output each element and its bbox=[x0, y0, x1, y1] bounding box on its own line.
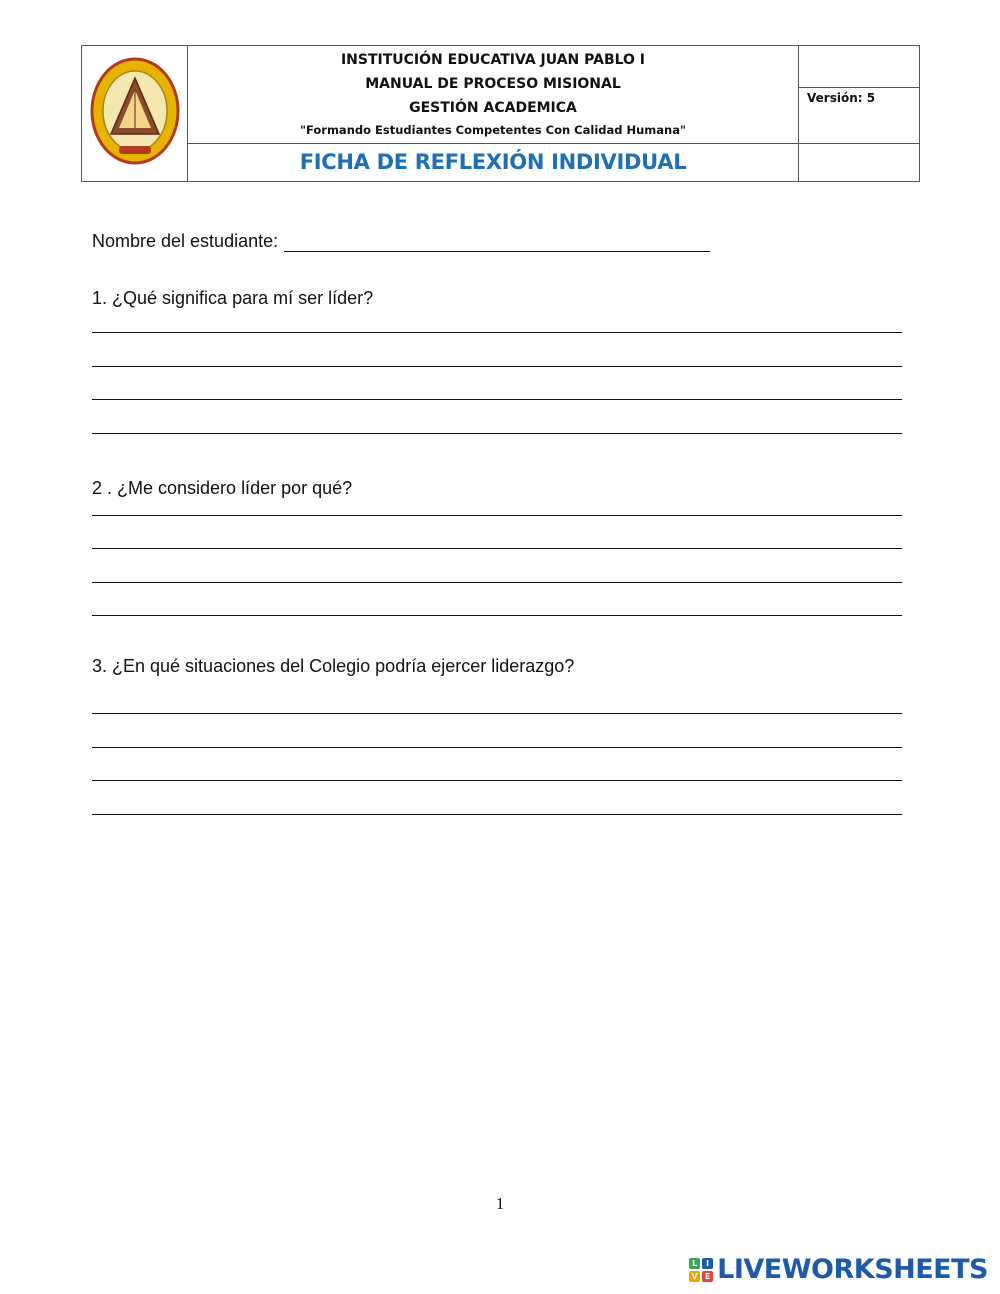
page-number: 1 bbox=[495, 1194, 505, 1213]
answer-line[interactable] bbox=[92, 367, 902, 401]
answer-line[interactable] bbox=[92, 680, 902, 714]
student-name-row bbox=[92, 222, 902, 252]
answer-line[interactable] bbox=[92, 516, 902, 550]
answer-line[interactable] bbox=[92, 583, 902, 617]
answer-line[interactable] bbox=[92, 400, 902, 434]
institution-title-block bbox=[188, 46, 799, 144]
question-2: 2 . ¿Me considero líder por qué? bbox=[92, 477, 353, 498]
answer-line[interactable] bbox=[92, 781, 902, 815]
institution-motto: "Formando Estudiantes Competentes Con Calidad Humana" bbox=[300, 123, 686, 138]
question-3: 3. ¿En qué situaciones del Colegio podría ejercer liderazgo? bbox=[92, 656, 575, 676]
school-seal-icon bbox=[89, 56, 181, 166]
liveworksheets-logo bbox=[689, 1254, 988, 1285]
header-table bbox=[81, 45, 920, 182]
answer-line[interactable] bbox=[92, 748, 902, 782]
answer-line[interactable] bbox=[92, 549, 902, 583]
student-name-label: Nombre del estudiante: bbox=[92, 231, 279, 251]
code-cell bbox=[799, 46, 920, 88]
date-cell bbox=[799, 143, 920, 181]
student-name-field[interactable] bbox=[284, 231, 710, 252]
manual-name: MANUAL DE PROCESO MISIONAL bbox=[365, 76, 621, 93]
process-name: GESTIÓN ACADEMICA bbox=[409, 100, 577, 117]
liveworksheets-wordmark: LIVEWORKSHEETS bbox=[717, 1254, 988, 1285]
answer-line[interactable] bbox=[92, 502, 902, 516]
answer-line[interactable] bbox=[92, 312, 902, 333]
worksheet-body bbox=[92, 222, 902, 815]
institution-name: INSTITUCIÓN EDUCATIVA JUAN PABLO I bbox=[340, 52, 646, 69]
school-logo bbox=[82, 46, 188, 182]
liveworksheets-icon: L I V E bbox=[689, 1258, 713, 1282]
answer-line[interactable] bbox=[92, 333, 902, 367]
answer-line[interactable] bbox=[92, 714, 902, 748]
version-label: Versión: 5 bbox=[799, 88, 920, 143]
question-1: 1. ¿Qué significa para mí ser líder? bbox=[92, 288, 374, 308]
form-title: FICHA DE REFLEXIÓN INDIVIDUAL bbox=[188, 143, 799, 181]
